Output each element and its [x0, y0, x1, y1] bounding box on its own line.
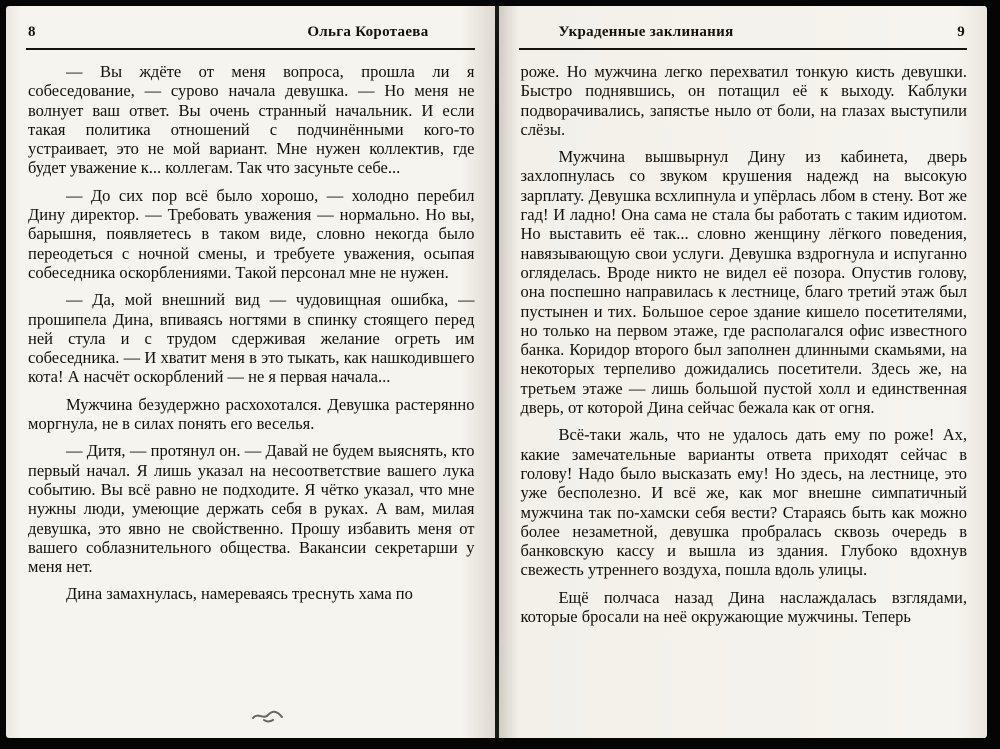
page-number-left: 8	[28, 24, 36, 40]
page-number-right: 9	[957, 24, 965, 40]
page-fold-shadow	[495, 6, 499, 738]
paragraph: Мужчина безудержно расхохотался. Девушка растерянно моргнула, не в силах понять его веселья.	[28, 394, 475, 434]
paragraph: Ещё полчаса назад Дина наслаждалась взглядами, которые бросали на неё окружающие мужчины. Теперь	[520, 587, 967, 627]
paragraph: — Да, мой внешний вид — чудовищная ошибка, — прошипела Дина, впиваясь ногтями в спинку стоящего перед ней стула и с трудом сдерживая желание огреть им собеседника. — И хватит меня в это тыкать, как нашкодившего кота! А насчёт оскорблений — не я первая начала...	[28, 290, 475, 387]
page-right	[499, 6, 988, 738]
paragraph: — Дитя, — протянул он. — Давай не будем выяснять, кто первый начал. Я лишь указал на несоответствие вашего лука событию. Вы всё равно не подходите. Я чётко указал, что мне нужны люди, умеющие держать себя в руках. А вам, милая девушка, это явно не свойственно. Прошу избавить меня от вашего соблазнительного общества. Вакансии секретарши у меня нет.	[28, 441, 475, 577]
paragraph: Дина замахнулась, намереваясь треснуть хама по	[65, 584, 413, 604]
paragraph: — До сих пор всё было хорошо, — холодно перебил Дину директор. — Требовать уважения — нормально. Но вы, барышня, появляетесь в таком виде, словно некогда было переодеться с ночной смены, и требуете уважения, осыпая собеседника оскорблениями. Такой персонал мне не нужен.	[28, 185, 475, 282]
page-right-text	[521, 62, 968, 626]
paragraph: роже. Но мужчина легко перехватил тонкую кисть девушки. Быстро поднявшись, он потащил её к выходу. Каблуки подворачивались, запястье ныло от боли, на глазах выступили слёзы.	[520, 62, 967, 139]
running-title-book: Украденные заклинания	[558, 24, 734, 40]
ink-smudge	[249, 708, 287, 724]
page-left-header	[26, 22, 475, 50]
page-right-header	[519, 22, 968, 50]
paragraph: — Вы ждёте от меня вопроса, прошла ли я собеседование, — сурово начала девушка. — Но меня не волнует ваш ответ. Вы очень странный начальник. И если такая политика отношений с подчинёнными кого-то устраивает, это не мой вариант. Мне нужен коллектив, где будет уважение к... коллегам. Так что засуньте себе...	[28, 62, 475, 178]
page-left	[6, 6, 495, 738]
book-spread	[6, 6, 987, 738]
page-left-text	[28, 62, 475, 604]
paragraph: Всё-таки жаль, что не удалось дать ему по роже! Ах, какие замечательные варианты ответа приходят сейчас в голову! Надо было высказать ему! Но здесь, на лестнице, это уже бесполезно. И всё же, как мог внешне симпатичный мужчина так по-хамски себя вести? Стараясь быть как можно более незаметной, девушка пробралась сквозь очередь в банковскую кассу и вышла из здания. Глубоко вдохнув свежесть утреннего воздуха, пошла вдоль улицы.	[520, 425, 967, 580]
running-title-author: Ольга Коротаева	[307, 24, 429, 40]
paragraph: Мужчина вышвырнул Дину из кабинета, дверь захлопнулась со звуком крушения надежд на высокую зарплату. Девушка всхлипнула и упёрлась лбом в стену. Вот же гад! И ладно! Она сама не стала бы работать с таким идиотом. Но выставить её так... словно женщину лёгкого поведения, навязывающую свои услуги. Девушка вздрогнула и испуганно огляделась. Вроде никто не видел её позора. Опустив голову, она поспешно направилась к лестнице, благо третий этаж был пустынен и тих. Большое серое здание кишело посетителями, но только на первом этаже, где располагался офис известного банка. Коридор второго был заполнен длинными скамьями, на некоторых терпеливо дожидались посетители. Здесь же, на третьем этаже — лишь большой пустой холл и единственная дверь, от которой Дина сейчас бежала как от огня.	[520, 147, 967, 418]
